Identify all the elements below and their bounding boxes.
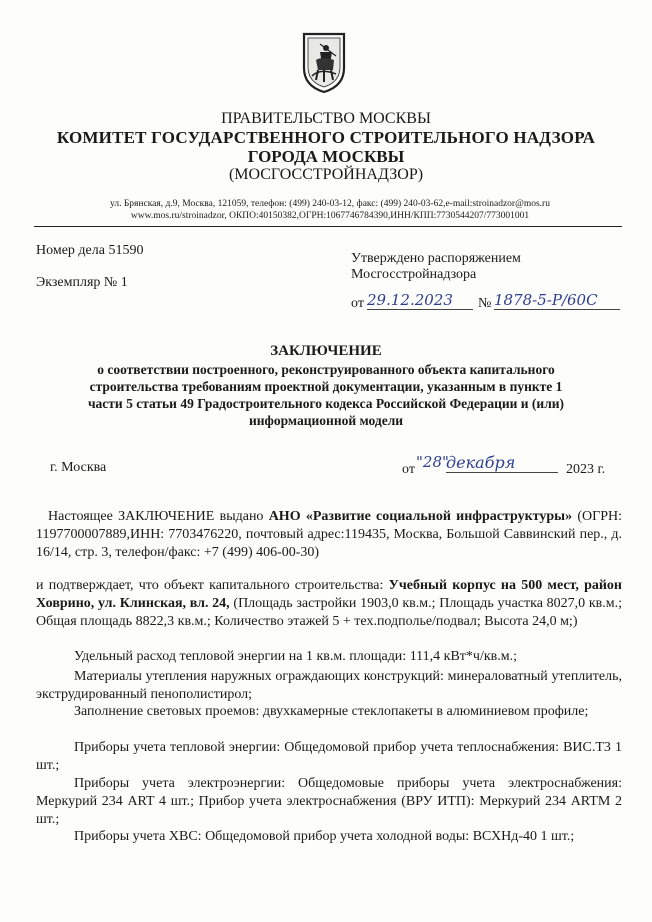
moscow-coat-of-arms-icon — [300, 30, 348, 94]
object-parameters: (Площадь застройки 1903,0 кв.м.; Площадь участка 8027,0 кв.м.; Общая площадь 8822,3 кв.м.; Количество этажей 5 + тех.подполье/подвал; Высота 24,0 м;) — [36, 596, 623, 629]
committee-title-line2: ГОРОДА МОСКВЫ — [247, 147, 405, 166]
header-divider — [34, 226, 622, 227]
date-from-label: от — [402, 462, 415, 477]
committee-abbreviation: (МОСГОССТРОЙНАДЗОР) — [228, 166, 424, 183]
city: г. Москва — [50, 460, 107, 475]
approval-line2: Мосгосстройнадзора — [351, 267, 477, 282]
subtitle-line: строительства требованиям проектной документации, указанным в пункте 1 — [89, 379, 563, 394]
order-date-handwritten: 29.12.2023 — [367, 291, 473, 310]
government-title: ПРАВИТЕЛЬСТВО МОСКВЫ — [221, 110, 431, 127]
issued-details: (ОГРН: 1197700007889,ИНН: 7703476220, почтовый адрес:119435, Москва, Большой Саввинский пер., д. 16/14, стр. 3, телефон/факс: +7 (499) 406-00-30) — [36, 509, 622, 560]
order-number-label: № — [478, 296, 492, 311]
issued-paragraph — [36, 508, 622, 562]
day-handwritten: "28" — [416, 453, 449, 471]
water-meters: Приборы учета ХВС: Общедомовой прибор учета холодной воды: ВСХНд-40 1 шт.; — [74, 829, 575, 844]
order-number-handwritten: 1878-5-Р/60С — [494, 291, 620, 310]
committee-title-line1: КОМИТЕТ ГОСУДАРСТВЕННОГО СТРОИТЕЛЬНОГО НАДЗОРА — [56, 128, 596, 147]
issued-organization: АНО «Развитие социальной инфраструктуры» — [268, 509, 573, 524]
month-handwritten: декабря — [446, 453, 558, 473]
conclusion-subtitle — [60, 361, 592, 429]
copy-number: Экземпляр № 1 — [36, 275, 128, 290]
case-number: Номер дела 51590 — [36, 243, 144, 258]
conclusion-title: ЗАКЛЮЧЕНИЕ — [270, 343, 382, 359]
electricity-meters: Приборы учета электроэнергии: Общедомовые приборы учета электроснабжения: Меркурий 234 ART 4 шт.; Прибор учета электроснабжения (ВРУ ИТП): Меркурий 234 ARTM 2 шт.; — [36, 776, 622, 827]
year: 2023 г. — [566, 462, 606, 477]
issued-intro: Настоящее ЗАКЛЮЧЕНИЕ выдано — [48, 509, 264, 524]
object-name: Учебный корпус на 500 мест, район Ховрино, ул. Клинская, вл. 24, — [36, 578, 622, 611]
subtitle-line: информационной модели — [248, 413, 404, 428]
subtitle-line: о соответствии построенного, реконструированного объекта капитального — [97, 362, 555, 377]
confirms-intro: и подтверждает, что объект капитального строительства: — [36, 578, 384, 593]
heat-meters: Приборы учета тепловой энергии: Общедомовой прибор учета теплоснабжения: ВИС.Т3 1 шт.; — [36, 740, 622, 773]
subtitle-line: части 5 статьи 49 Градостроительного кодекса Российской Федерации и (или) — [87, 396, 565, 411]
insulation-materials: Материалы утепления наружных ограждающих конструкций: минераловатный утеплитель, экструдированный пенополистирол; — [36, 669, 622, 702]
approval-line1: Утверждено распоряжением — [351, 251, 521, 266]
window-filling: Заполнение световых проемов: двухкамерные стеклопакеты в алюминиевом профиле; — [74, 704, 589, 719]
order-date-label: от — [351, 296, 364, 311]
heat-consumption: Удельный расход тепловой энергии на 1 кв.м. площади: 111,4 кВт*ч/кв.м.; — [74, 649, 518, 664]
committee-requisites: www.mos.ru/stroinadzor, ОКПО:40150382,ОГРН:1067746784390,ИНН/КПП:7730544207/773001001 — [130, 211, 530, 221]
object-paragraph — [36, 577, 622, 631]
committee-address: ул. Брянская, д.9, Москва, 121059, телефон: (499) 240-03-12, факс: (499) 240-03-62,e-mail:stroinadzor@mos.ru — [110, 199, 550, 209]
